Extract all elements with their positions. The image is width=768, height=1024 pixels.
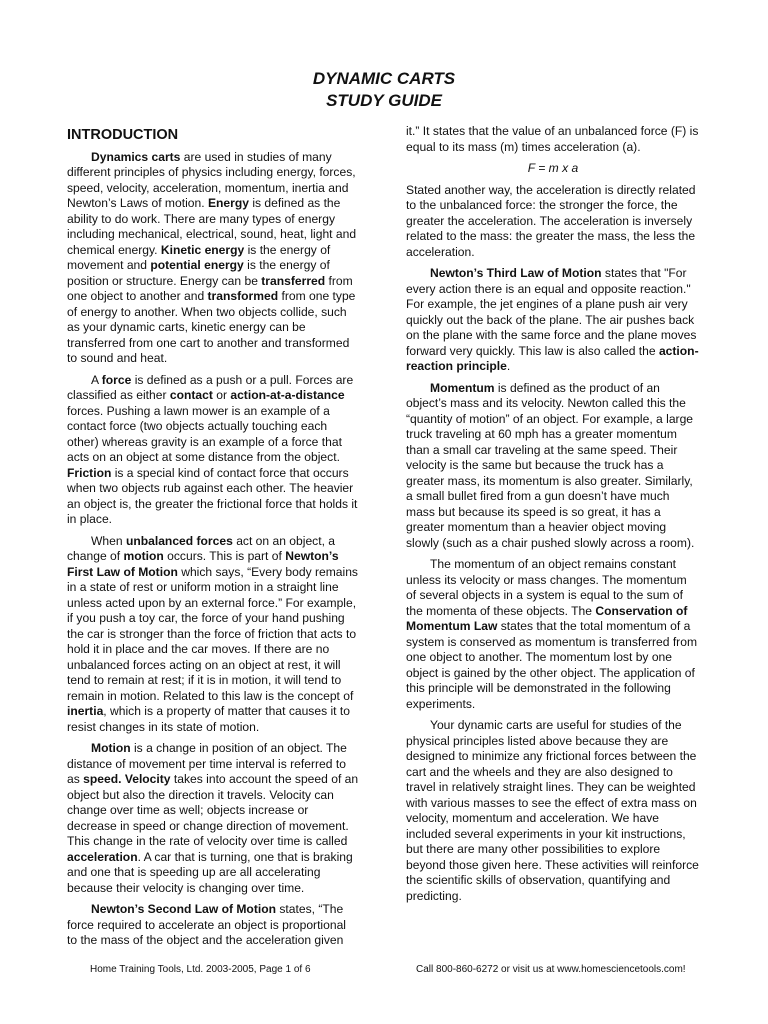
paragraph-second-law-cont: it.” It states that the value of an unbalanced force (F) is equal to its mass (m) times acceleration (a). <box>406 124 699 154</box>
bold-term: force <box>101 372 132 387</box>
bold-term: speed. Velocity <box>83 772 171 786</box>
title-line-2: STUDY GUIDE <box>326 91 442 110</box>
bold-term: action-reaction principle <box>406 343 699 373</box>
bold-term: Conservation of Momentum Law <box>406 603 688 633</box>
paragraph-second-law: Newton’s Second Law of Motion states, “The force required to accelerate an object is proportional to the mass of the object and the acceleration given <box>67 902 346 947</box>
bold-term: transformed <box>207 289 279 303</box>
section-heading: INTRODUCTION <box>67 127 179 143</box>
paragraph-unbalanced-forces: When unbalanced forces act on an object, a change of motion occurs. This is part of Newton’s First Law of Motion which says, “Every body remains in a state of rest or uniform motion in a straight line unless acted upon by an external force.” For example, if you push a toy car, the force of your hand pushing the car is stronger than the force of friction that acts to hold it in place and the car moves. If there are no unbalanced forces acting on an object at rest, it will tend to remain at rest; if it is in motion, it will tend to remain in motion. Related to this law is the concept of inertia, which is a property of matter that causes it to resist changes in its state of motion. <box>67 533 358 734</box>
bold-term: Newton’s Second Law of Motion <box>91 902 276 916</box>
title-line-1: DYNAMIC CARTS <box>312 69 456 88</box>
bold-term: action-at-a-distance <box>230 388 345 402</box>
paragraph-carts-usage: Your dynamic carts are useful for studies of the physical principles listed above because they are designed to minimize any frictional forces between the cart and the wheels and they are also designed to travel in relatively straight lines. They can be weighted with various masses to see the effect of extra mass on velocity, momentum and acceleration. We have included several experiments in your kit instructions, but there are many other possibilities to explore beyond those given here. These activities will reinforce the scientific skills of observation, quantifying and predicting. <box>406 718 699 903</box>
bold-term: unbalanced forces <box>125 533 233 548</box>
bold-term: Dynamics carts <box>91 149 181 164</box>
bold-term: Momentum <box>430 380 495 395</box>
paragraph-motion: Motion is a change in position of an object. The distance of movement per time interval is referred to as speed. Velocity takes into account the speed of an object but also the direction it travels. Velocity can change over time as well; objects increase or decrease in speed or change direction of movement. This change in the rate of velocity over time is called acceleration. A car that is turning, one that is braking and one that is speeding up are all accelerating because their velocity is changing over time. <box>67 741 359 895</box>
equation-f-ma: F = m x a <box>527 161 579 175</box>
bold-term: inertia <box>67 704 104 718</box>
bold-term: Friction <box>67 465 112 480</box>
bold-term: Energy <box>207 196 249 210</box>
footer-copyright: Home Training Tools, Ltd. 2003-2005, Page 1 of 6 <box>90 964 311 975</box>
footer-contact: Call 800-860-6272 or visit us at www.homesciencetools.com! <box>416 964 686 975</box>
bold-term: transferred <box>261 273 326 288</box>
bold-term: motion <box>123 549 164 563</box>
bold-term: acceleration <box>67 849 138 864</box>
bold-term: contact <box>169 388 213 402</box>
paragraph-conservation: The momentum of an object remains constant unless its velocity or mass changes. The momentum of several objects in a system is equal to the sum of the momenta of these objects. The Conservation of Momentum Law states that the total momentum of a system is conserved as momentum is transferred from one object to another. The momentum lost by one object is gained by the other object. The application of this principle will be demonstrated in the following experiments. <box>406 557 698 711</box>
left-column <box>67 128 359 955</box>
paragraph-acceleration-relation: Stated another way, the acceleration is directly related to the unbalanced force: the stronger the force, the greater the acceleration. The acceleration is inversely related to the mass: the greater the mass, the less the acceleration. <box>406 182 696 259</box>
paragraph-momentum: Momentum is defined as the product of an object’s mass and its velocity. Newton called this the “quantity of motion” of an object. For example, a large truck traveling at 60 mph has a greater momentum than a small car traveling at the same speed. Their velocity is the same but because the truck has a greater mass, its momentum is also greater. Similarly, a small bullet fired from a gun doesn’t have much mass but because its speed is so great, it has a greater momentum than a heavier object moving slowly (such as a chair pushed slowly across a room). <box>406 380 695 550</box>
paragraph-dynamics-carts: Dynamics carts are used in studies of many different principles of physics including energy, forces, speed, velocity, acceleration, momentum, inertia and Newton’s Laws of motion. Energy is defined as the ability to do work. There are many types of energy including mechanical, electrical, sound, heat, light and chemical energy. Kinetic energy is the energy of movement and potential energy is the energy of position or structure. Energy can be transferred from one object to another and transformed from one type of energy to another. When two objects collide, such as your dynamic carts, kinetic energy can be transferred from one cart to another and transformed to sound and heat. <box>67 149 357 365</box>
paragraph-third-law: Newton’s Third Law of Motion states that "For every action there is an equal and opposite reaction." For example, the jet engines of a plane push air very quickly out the back of the plane. The air pushes back on the plane with the same force and the plane moves forward very quickly. This law is also called the action-reaction principle. <box>406 266 699 373</box>
bold-term: Newton’s Third Law of Motion <box>430 266 602 280</box>
paragraph-force: A force is defined as a push or a pull. Forces are classified as either contact or action-at-a-distance forces. Pushing a lawn mower is an example of a contact force (two objects actually touching each other) whereas gravity is an example of a force that acts on an object at some distance from the object. Friction is a special kind of contact force that occurs when two objects rub against each other. The heavier an object is, the greater the frictional force that holds it in place. <box>67 372 358 526</box>
right-column <box>406 124 700 910</box>
bold-term: Kinetic energy <box>160 242 245 257</box>
bold-term: potential energy <box>150 258 244 272</box>
bold-term: Motion <box>91 741 131 755</box>
bold-term: Newton’s First Law of Motion <box>67 549 339 579</box>
document-title <box>0 68 768 112</box>
